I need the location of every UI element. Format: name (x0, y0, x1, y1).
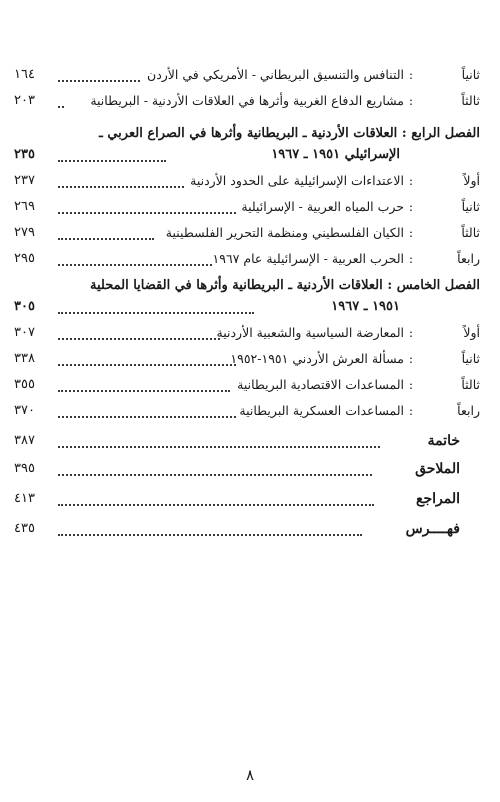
toc-entry (14, 144, 480, 166)
entry-title: التنافس والتنسيق البريطاني - الأمريكي في الأردن (147, 67, 404, 82)
entry-label: أولاً (463, 173, 480, 188)
dot-leader (58, 309, 254, 314)
chapter-label: الفصل الرابع (411, 126, 480, 141)
dot-leader (58, 531, 362, 536)
chapter-title-line2: الإسرائيلي ١٩٥١ ـ ١٩٦٧ (271, 147, 400, 162)
entry-label: ثانياً (461, 67, 480, 82)
toc-entry: ٢٠٣ ثالثاً:مشاريع الدفاع الغربية وأثرها في العلاقات الأردنية - البريطانية (14, 93, 480, 108)
back-matter-title: الملاحق (415, 461, 460, 477)
entry-title: الحرب العربية - الإسرائيلية عام ١٩٦٧ (212, 251, 404, 266)
entry-title: المساعدات الاقتصادية البريطانية (237, 377, 404, 392)
toc-entry: ٢٩٥ رابعاً:الحرب العربية - الإسرائيلية عام ١٩٦٧ (14, 251, 480, 266)
entry-label: رابعاً (457, 403, 480, 418)
chapter-title-line1: العلاقات الأردنية ـ البريطانية وأثرها في الصراع العربي ـ (99, 126, 398, 141)
page-number: ٢٣٥ (14, 147, 35, 162)
entry-title: حرب المياه العربية - الإسرائيلية (241, 199, 404, 214)
page-number: ٣٩٥ (14, 461, 35, 476)
page-number: ٣٠٧ (14, 325, 35, 340)
chapter-title-line1: العلاقات الأردنية ـ البريطانية وأثرها في القضايا المحلية (90, 278, 383, 293)
page-number: ١٦٤ (14, 67, 35, 82)
dot-leader (58, 157, 166, 162)
back-matter-title: المراجع (416, 491, 460, 507)
dot-leader (58, 77, 140, 82)
dot-leader (58, 471, 372, 476)
entry-title: مسألة العرش الأردني ١٩٥١-١٩٥٢ (230, 351, 404, 366)
entry-label: ثالثاً (461, 225, 480, 240)
chapter-4-heading: الفصل الرابع:العلاقات الأردنية ـ البريطانية وأثرها في الصراع العربي ـ (99, 126, 480, 141)
page-number: ٢٩٥ (14, 251, 35, 266)
toc-entry: ٢٣٧ أولاً:الاعتداءات الإسرائيلية على الحدود الأردنية (14, 173, 480, 188)
back-matter-title: خاتمة (427, 433, 460, 449)
page-number: ٣٠٥ (14, 299, 35, 314)
entry-label: ثانياً (461, 351, 480, 366)
dot-leader (58, 387, 230, 392)
entry-label: رابعاً (457, 251, 480, 266)
entry-title: المعارضة السياسية والشعبية الأردنية (216, 325, 404, 340)
toc-entry: ٣٥٥ ثالثاً:المساعدات الاقتصادية البريطانية (14, 377, 480, 392)
page-number: ٢٦٩ (14, 199, 35, 214)
entry-title: المساعدات العسكرية البريطانية (239, 403, 404, 418)
dot-leader (58, 209, 236, 214)
page-number: ٢٠٣ (14, 93, 35, 108)
page-number: ٢٧٩ (14, 225, 35, 240)
toc-entry-back (14, 518, 480, 540)
entry-title: الاعتداءات الإسرائيلية على الحدود الأردنية (190, 173, 404, 188)
toc-entry-back (14, 488, 480, 510)
toc-entry: ٣٧٠ رابعاً:المساعدات العسكرية البريطانية (14, 403, 480, 418)
chapter-label: الفصل الخامس (396, 278, 480, 293)
dot-leader (58, 183, 184, 188)
page-number: ٣٧٠ (14, 403, 35, 418)
folio-page-number: ٨ (245, 766, 255, 784)
page-number: ٤٣٥ (14, 521, 35, 536)
entry-title: مشاريع الدفاع الغربية وأثرها في العلاقات الأردنية - البريطانية (90, 93, 404, 108)
page-number: ٣٣٨ (14, 351, 35, 366)
dot-leader (58, 413, 236, 418)
toc-entry: ٢٦٩ ثانياً:حرب المياه العربية - الإسرائيلية (14, 199, 480, 214)
entry-label: أولاً (463, 325, 480, 340)
dot-leader (58, 103, 64, 108)
toc-entry: ١٦٤ ثانياً:التنافس والتنسيق البريطاني - الأمريكي في الأردن (14, 67, 480, 82)
dot-leader (58, 235, 154, 240)
dot-leader (58, 335, 220, 340)
toc-entry: ٢٧٩ ثالثاً:الكيان الفلسطيني ومنظمة التحرير الفلسطينية (14, 225, 480, 240)
entry-label: ثالثاً (461, 93, 480, 108)
toc-entry: ٣٠٧ أولاً:المعارضة السياسية والشعبية الأردنية (14, 325, 480, 340)
toc-entry-back (14, 458, 480, 480)
entry-label: ثانياً (461, 199, 480, 214)
chapter-title-line2: ١٩٥١ ـ ١٩٦٧ (331, 299, 400, 314)
back-matter-title: فهــــرس (405, 521, 460, 537)
page-number: ٣٥٥ (14, 377, 35, 392)
page-number: ٢٣٧ (14, 173, 35, 188)
entry-label: ثالثاً (461, 377, 480, 392)
page-number: ٤١٣ (14, 491, 35, 506)
toc-entry: ٣٣٨ ثانياً:مسألة العرش الأردني ١٩٥١-١٩٥٢ (14, 351, 480, 366)
page-number: ٣٨٧ (14, 433, 35, 448)
dot-leader (58, 261, 212, 266)
entry-title: الكيان الفلسطيني ومنظمة التحرير الفلسطينية (165, 225, 404, 240)
dot-leader (58, 501, 374, 506)
toc-entry-back (14, 430, 480, 452)
chapter-5-heading: الفصل الخامس:العلاقات الأردنية ـ البريطانية وأثرها في القضايا المحلية (90, 278, 480, 293)
dot-leader (58, 443, 380, 448)
dot-leader (58, 361, 236, 366)
toc-entry (14, 296, 480, 318)
